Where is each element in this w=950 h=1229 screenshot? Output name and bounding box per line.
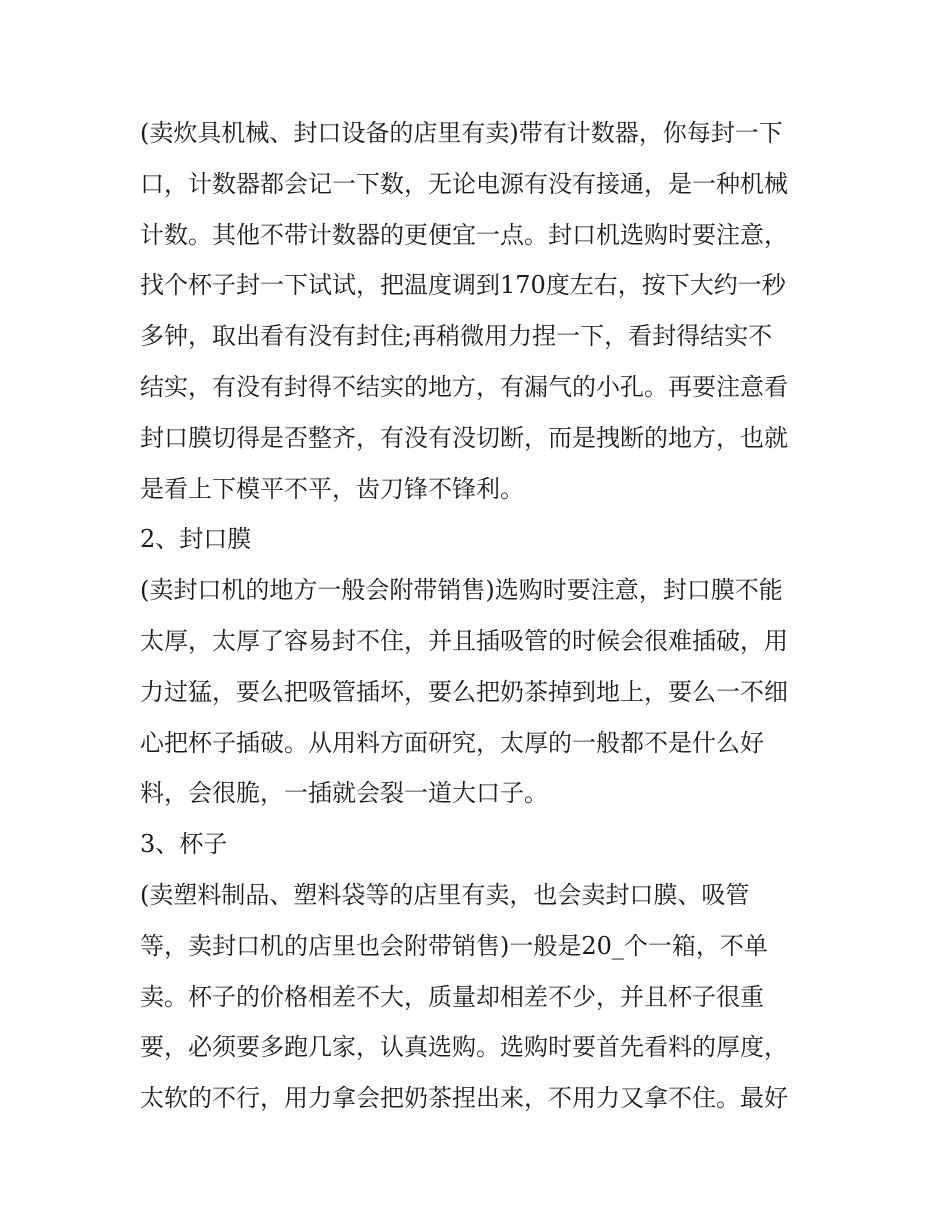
text-line: 心把杯子插破。从用料方面研究，太厚的一般都不是什么好 [140, 728, 764, 757]
section-heading: 3、杯子 [140, 830, 228, 859]
text-line: 等，卖封口机的店里也会附带销售)一般是20_个一箱，不单 [140, 931, 768, 960]
text-line: 太软的不行，用力拿会把奶茶捏出来，不用力又拿不住。最好 [140, 1084, 788, 1113]
text-line: 力过猛，要么把吸管插坏，要么把奶茶掉到地上，要么一不细 [140, 677, 788, 706]
text-line: (卖封口机的地方一般会附带销售)选购时要注意，封口膜不能 [140, 576, 783, 605]
text-line: 要，必须要多跑几家，认真选购。选购时要首先看料的厚度， [140, 1033, 788, 1062]
section-heading: 2、封口膜 [140, 525, 252, 554]
text-line: 多钟，取出看有没有封住;再稍微用力捏一下，看封得结实不 [140, 322, 773, 351]
text-line: (卖炊具机械、封口设备的店里有卖)带有计数器，你每封一下 [140, 119, 783, 147]
document-body [140, 108, 820, 1124]
text-line: (卖塑料制品、塑料袋等的店里有卖，也会卖封口膜、吸管 [140, 880, 750, 909]
text-line: 料，会很脆，一插就会裂一道大口子。 [140, 779, 548, 808]
text-line: 口，计数器都会记一下数，无论电源有没有接通，是一种机械 [140, 169, 788, 198]
text-line: 计数。其他不带计数器的更便宜一点。封口机选购时要注意， [140, 220, 788, 249]
text-line: 太厚，太厚了容易封不住，并且插吸管的时候会很难插破，用 [140, 626, 788, 655]
text-line: 卖。杯子的价格相差不大，质量却相差不少，并且杯子很重 [140, 982, 764, 1011]
text-line: 结实，有没有封得不结实的地方，有漏气的小孔。再要注意看 [140, 372, 788, 401]
text-line: 是看上下模平不平，齿刀锋不锋利。 [140, 474, 524, 503]
text-line: 找个杯子封一下试试，把温度调到170度左右，按下大约一秒 [140, 271, 786, 300]
text-line: 封口膜切得是否整齐，有没有没切断，而是拽断的地方，也就 [140, 423, 788, 452]
